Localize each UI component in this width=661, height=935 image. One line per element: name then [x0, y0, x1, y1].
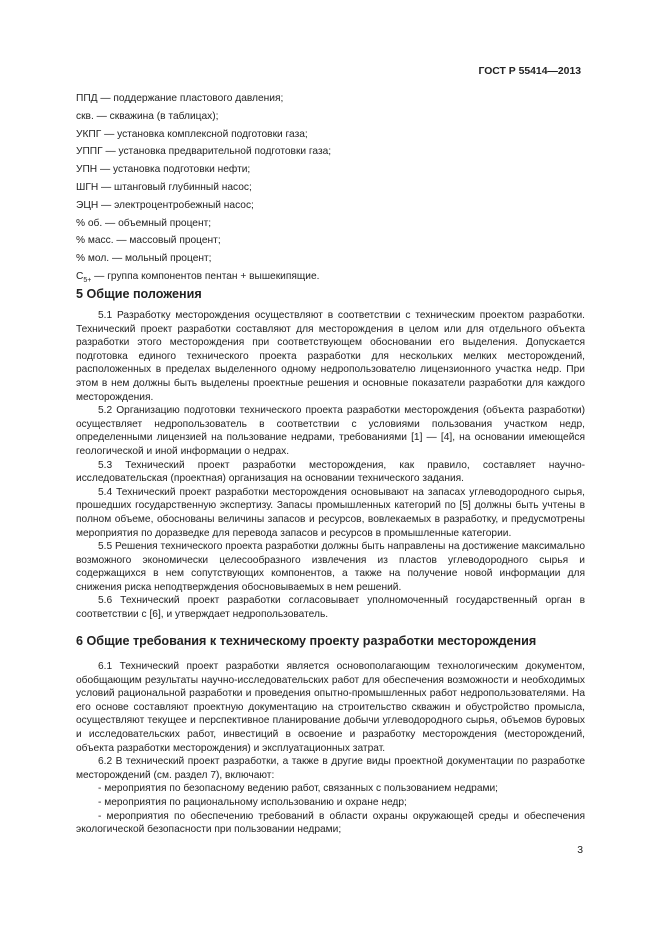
abbreviation-item: % мол. — мольный процент;	[76, 253, 212, 265]
abbreviation-item: УКПГ — установка комплексной подготовки газа;	[76, 128, 308, 140]
paragraph-5-6: 5.6 Технический проект разработки согласовывает уполномоченный государственный орган в соответствии с [6], и утверждает недропользователь.	[76, 595, 585, 621]
section-5-title: 5 Общие положения	[76, 287, 202, 301]
c5-base: C	[76, 270, 84, 282]
abbreviation-item: скв. — скважина (в таблицах);	[76, 110, 219, 122]
paragraph-5-3: 5.3 Технический проект разработки месторождения, как правило, составляет научно-исследовательская (проектная) организация на основании технического задания.	[76, 459, 585, 485]
list-item: - мероприятия по безопасному ведению работ, связанных с пользованием недрами;	[98, 783, 499, 795]
paragraph-6-2: 6.2 В технический проект разработки, а также в другие виды проектной документации по разработке месторождений (см. раздел 7), включают:	[76, 756, 585, 781]
paragraph-5-5: 5.5 Решения технического проекта разработки должны быть направлены на достижение максимально возможного экономически целесообразного извлечения из пластов углеводородного сырья и содержащихся в нем сопутствующих компонентов, а также на получение новой информации для снижения риска неподтверждения обосновываемых в нем решений.	[76, 541, 585, 593]
c5-subscript: 5+	[83, 277, 92, 284]
abbreviation-item: УПН — установка подготовки нефти;	[76, 164, 251, 176]
document-id: ГОСТ Р 55414—2013	[478, 66, 581, 77]
section-6-title: 6 Общие требования к техническому проекту разработки месторождения	[76, 634, 537, 648]
abbreviation-item: ЭЦН — электроцентробежный насос;	[76, 199, 254, 211]
abbreviation-item: % об. — объемный процент;	[76, 217, 212, 229]
list-item: - мероприятия по обеспечению требований в области охраны окружающей среды и обеспечения экологической безопасности при пользовании недрами;	[76, 810, 585, 836]
section-6-body	[76, 660, 585, 837]
section-5-body	[76, 309, 585, 622]
abbreviation-item: ППД — поддержание пластового давления;	[76, 93, 284, 104]
list-item: - мероприятия по рациональному использованию и охране недр;	[98, 796, 407, 808]
c5-text: — группа компонентов пентан + вышекипящие.	[91, 270, 320, 282]
paragraph-5-2: 5.2 Организацию подготовки технического проекта разработки месторождения (объекта разработки) осуществляет недропользователь в соответствии с условиями пользования участком недр, определенными лицензией на пользование недрами, требованиями [1] — [4], на основании имеющейся геологической и иной информации о недрах.	[76, 405, 585, 457]
abbreviation-item: УППГ — установка предварительной подготовки газа;	[76, 146, 332, 158]
paragraph-5-1: 5.1 Разработку месторождения осуществляют в соответствии с техническим проектом разработки. Технический проект разработки составляют для месторождения в целом или для отдельного объекта разработки этого месторождения при соответствующем обосновании его выделения. Допускается подготовка единого технического проекта разработки для нескольких мелких месторождений, расположенных в пределах выделенного одному недропользователю лицензионного участка недр. При этом в нем должны быть выделены проектные решения и основные показатели разработки для каждого месторождения.	[76, 310, 585, 403]
paragraph-5-4: 5.4 Технический проект разработки месторождения основывают на запасах углеводородного сырья, прошедших государственную экспертизу. Запасы промышленных категорий по [5] должны быть учтены в полном объеме, обоснованы величины запасов и ресурсов, вовлекаемых в разработку, и предусмотрены мероприятия по доразведке для перевода запасов и ресурсов в промышленные категории.	[76, 486, 585, 539]
paragraph-6-1: 6.1 Технический проект разработки является основополагающим технологическим документом, обобщающим результаты научно-исследовательских работ для обеспечения возможности и необходимых условий рациональной разработки и проведения опытно-промышленных работ недропользователями. На его основе составляют проектную документацию на строительство скважин и обустройство промысла, осуществляют текущее и перспективное планирование добычи углеводородного сырья, объемов буровых и исследовательских работ, инвестиций в освоение и разработку месторождения (месторождений, объекта разработки месторождения) и эксплуатационных затрат.	[76, 661, 585, 754]
abbreviations-list	[76, 90, 586, 290]
abbreviation-item: ШГН — штанговый глубинный насос;	[76, 181, 252, 193]
abbreviation-item: % масс. — массовый процент;	[76, 235, 221, 247]
page-number: 3	[577, 845, 583, 856]
